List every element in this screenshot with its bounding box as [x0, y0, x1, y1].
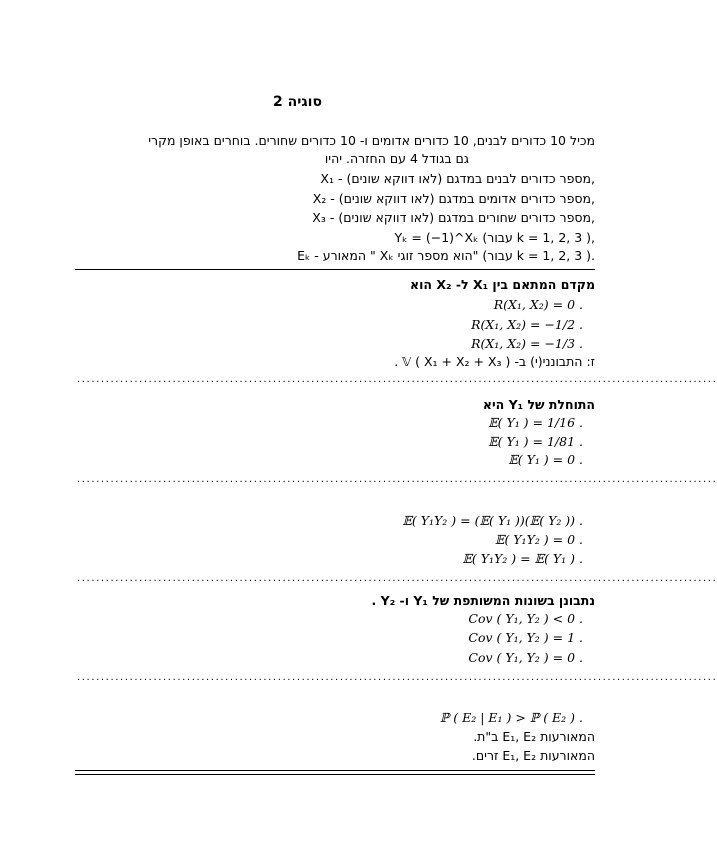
question-1-option-b: R(X₁, X₂) = −1/2 .: [471, 317, 583, 332]
question-2-option-c: 𝔼( Y₁ ) = 0 .: [508, 452, 583, 467]
intro-line-1: מכיל 10 כדורים לבנים, 10 כדורים אדומים ו- 10 כדורים שחורים. בוחרים באופן מקרי: [148, 133, 595, 148]
question-1-stem: מקדם המתאם בין X₁ ל- X₂ הוא: [410, 277, 595, 292]
definition-yk: Yₖ = (−1)^Xₖ (עבור k = 1, 2, 3 ),: [394, 230, 595, 245]
question-1-option-a: R(X₁, X₂) = 0 .: [493, 297, 583, 312]
question-5-option-b: המאורעות E₁, E₂ ב"ת.: [473, 729, 595, 744]
intro-line-2: גם בגודל 4 עם החזרה. יהיו: [324, 151, 469, 166]
question-3-option-a: 𝔼( Y₁Y₂ ) = (𝔼( Y₁ ))(𝔼( Y₂ )) .: [402, 513, 583, 528]
question-4-option-b: Cov ( Y₁, Y₂ ) = 1 .: [468, 630, 583, 645]
definition-x3: X₃ - מספר כדורים שחורים במדגם (לאו דווקא שונים),: [312, 210, 595, 225]
definition-x2: X₂ - מספר כדורים אדומים במדגם (לאו דווקא שונים),: [312, 191, 595, 206]
question-2-option-b: 𝔼( Y₁ ) = 1/81 .: [488, 434, 583, 449]
definition-ek: Eₖ - המאורע " Xₖ הוא מספר זוגי" (עבור k = 1, 2, 3 ).: [297, 248, 595, 263]
answer-dotted-line: ......................................................................................................................................: [77, 573, 717, 584]
answer-dotted-line: ......................................................................................................................................: [77, 672, 717, 683]
question-1-hint: ז: התבונני(י) ב- 𝕍 ( X₁ + X₂ + X₃ ) .: [394, 354, 595, 369]
answer-dotted-line: ......................................................................................................................................: [77, 374, 717, 385]
page-end-double-rule: [75, 770, 595, 775]
question-5-option-c: המאורעות E₁, E₂ זרים.: [471, 748, 595, 763]
question-5-option-a: ℙ ( E₂ | E₁ ) > ℙ ( E₂ ) .: [439, 710, 583, 725]
section-divider: [75, 269, 595, 270]
question-3-option-b: 𝔼( Y₁Y₂ ) = 0 .: [494, 532, 583, 547]
question-4-option-a: Cov ( Y₁, Y₂ ) < 0 .: [468, 611, 583, 626]
question-3-option-c: 𝔼( Y₁Y₂ ) = 𝔼( Y₁ ) .: [462, 551, 583, 566]
question-4-option-c: Cov ( Y₁, Y₂ ) = 0 .: [468, 650, 583, 665]
answer-dotted-line: ......................................................................................................................................: [77, 474, 717, 485]
question-2-stem: התוחלת של Y₁ היא: [482, 397, 595, 412]
page-title: סוגיה 2: [273, 94, 322, 110]
question-2-option-a: 𝔼( Y₁ ) = 1/16 .: [488, 415, 583, 430]
question-1-option-c: R(X₁, X₂) = −1/3 .: [471, 336, 583, 351]
definition-x1: X₁ - מספר כדורים לבנים במדגם (לאו דווקא שונים),: [320, 171, 595, 186]
question-4-stem: נתבונן בשונות המשותפת של Y₁ ו- Y₂ .: [371, 593, 595, 608]
